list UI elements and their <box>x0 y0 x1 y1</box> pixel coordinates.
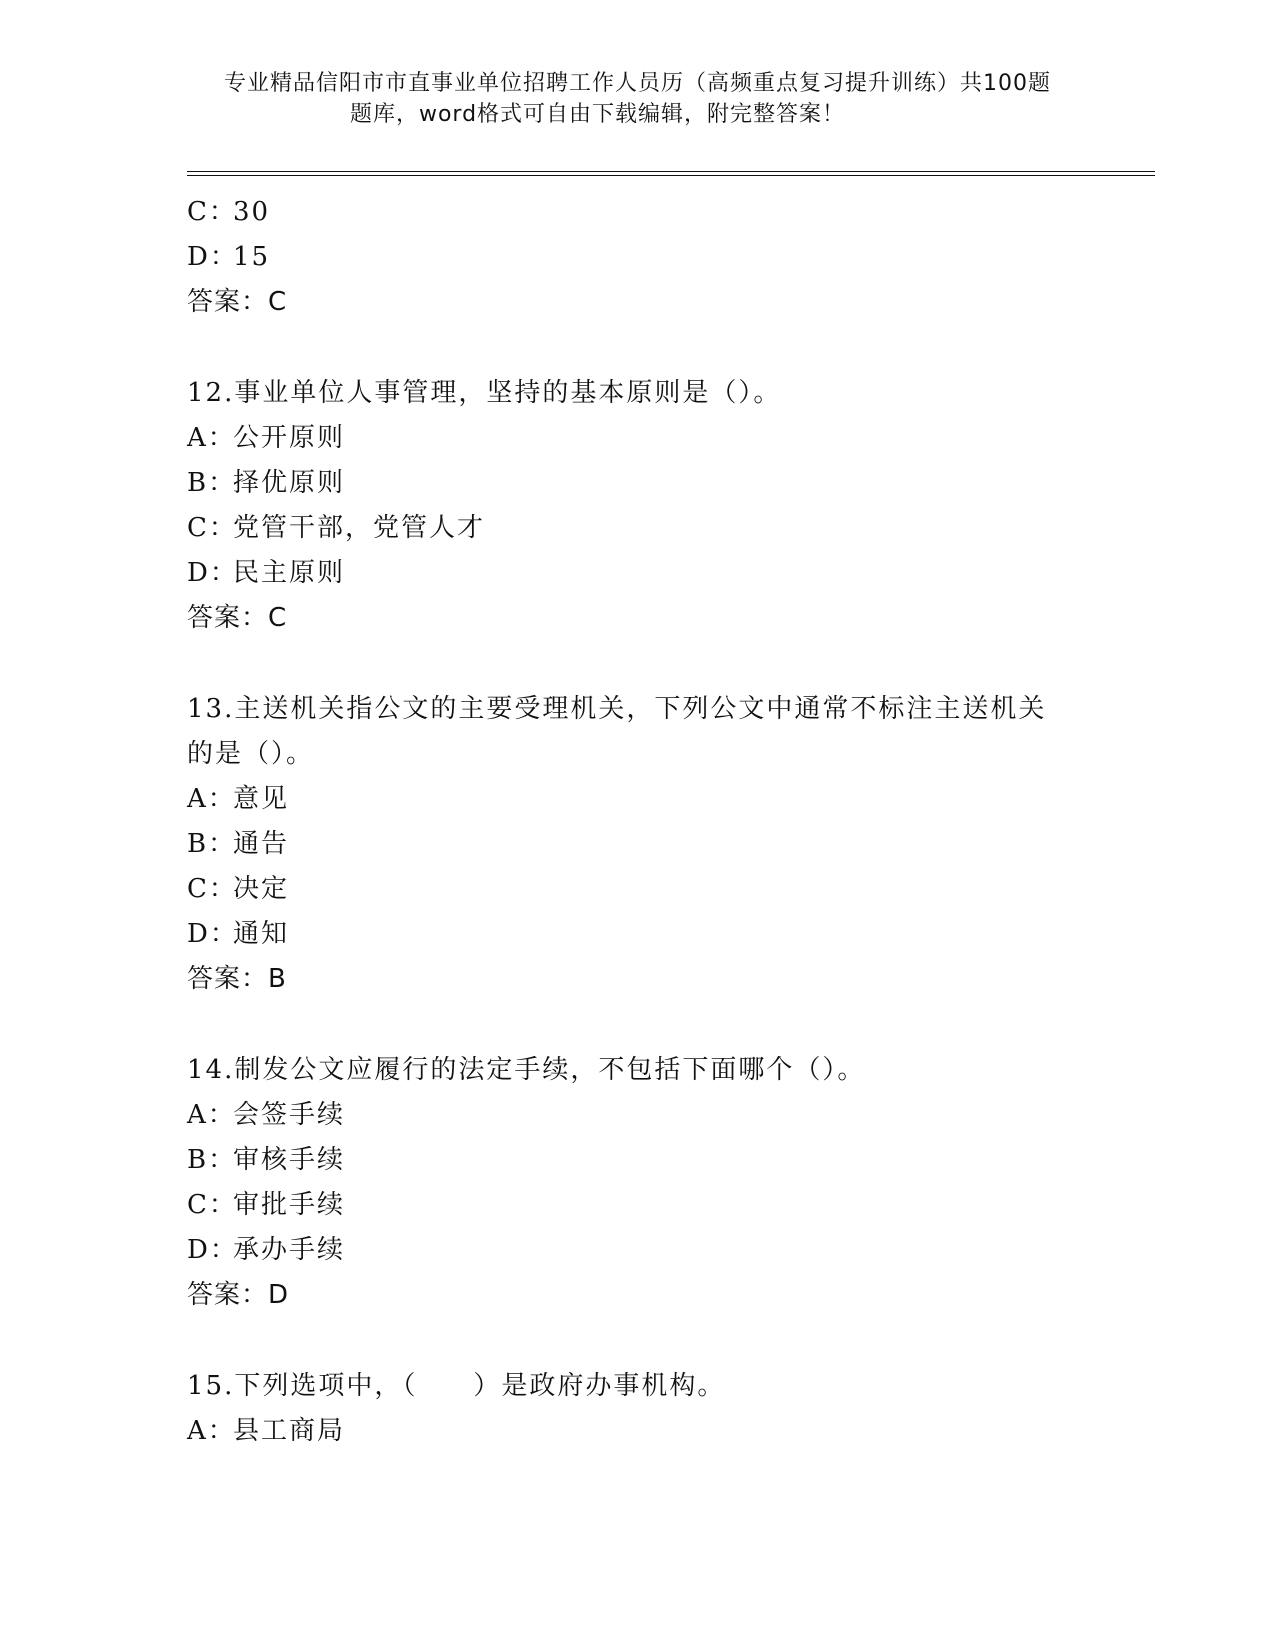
option-d <box>187 235 1087 280</box>
question-stem-continued: 的是（）。 <box>187 739 315 769</box>
option-text: 决定 <box>233 874 290 904</box>
option-key: C： <box>187 874 237 904</box>
option-text: 党管干部，党管人才 <box>233 513 486 543</box>
header-divider-top <box>187 171 1155 172</box>
option-text: 30 <box>233 197 271 227</box>
option-text: 承办手续 <box>233 1235 346 1265</box>
option-key: A： <box>187 1416 236 1446</box>
option-key: C： <box>187 513 237 543</box>
question-14 <box>187 1048 1087 1318</box>
option-d <box>187 912 1087 957</box>
option-key: D： <box>187 242 238 272</box>
question-stem: 14.制发公文应履行的法定手续，不包括下面哪个（）。 <box>187 1055 866 1085</box>
option-a <box>187 1093 1087 1138</box>
option-key: B： <box>187 468 237 498</box>
option-a <box>187 416 1087 461</box>
answer-line: 答案：C <box>187 287 288 317</box>
option-text: 会签手续 <box>233 1100 346 1130</box>
option-key: A： <box>187 1100 236 1130</box>
option-text: 通告 <box>233 829 290 859</box>
option-text: 县工商局 <box>233 1416 346 1446</box>
option-b <box>187 461 1087 506</box>
option-b <box>187 1138 1087 1183</box>
option-d <box>187 551 1087 596</box>
option-b <box>187 822 1087 867</box>
answer-line: 答案：D <box>187 1280 290 1310</box>
option-d <box>187 1228 1087 1273</box>
option-text: 15 <box>233 242 271 272</box>
document-header <box>0 68 1275 130</box>
question-12 <box>187 371 1087 641</box>
option-key: C： <box>187 1190 237 1220</box>
option-a <box>187 1409 1087 1454</box>
answer-line: 答案：B <box>187 964 287 994</box>
option-key: A： <box>187 423 236 453</box>
option-c <box>187 867 1087 912</box>
option-key: B： <box>187 1145 237 1175</box>
question-stem: 13.主送机关指公文的主要受理机关，下列公文中通常不标注主送机关 <box>187 694 1047 724</box>
option-text: 公开原则 <box>233 423 346 453</box>
question-stem: 15.下列选项中，（ ）是政府办事机构。 <box>187 1371 726 1401</box>
header-title-line-1: 专业精品信阳市市直事业单位招聘工作人员历（高频重点复习提升训练）共100题 <box>224 71 1051 96</box>
option-text: 审核手续 <box>233 1145 346 1175</box>
option-a <box>187 777 1087 822</box>
option-c <box>187 506 1087 551</box>
option-text: 意见 <box>233 784 290 814</box>
question-15 <box>187 1364 1087 1454</box>
spacer <box>187 325 1087 371</box>
option-key: D： <box>187 1235 238 1265</box>
option-key: A： <box>187 784 236 814</box>
option-c <box>187 190 1087 235</box>
answer-line: 答案：C <box>187 603 288 633</box>
option-text: 审批手续 <box>233 1190 346 1220</box>
option-key: D： <box>187 558 238 588</box>
spacer <box>187 1318 1087 1364</box>
option-key: D： <box>187 919 238 949</box>
spacer <box>187 1002 1087 1048</box>
option-c <box>187 1183 1087 1228</box>
option-key: B： <box>187 829 237 859</box>
option-key: C： <box>187 197 237 227</box>
question-list <box>187 190 1087 1454</box>
option-text: 通知 <box>233 919 290 949</box>
question-13 <box>187 687 1087 1002</box>
partial-question <box>187 190 1087 325</box>
header-divider-bottom <box>187 175 1155 176</box>
question-stem: 12.事业单位人事管理，坚持的基本原则是（）。 <box>187 378 782 408</box>
option-text: 择优原则 <box>233 468 346 498</box>
header-title-line-2: 题库，word格式可自由下载编辑，附完整答案！ <box>349 102 846 127</box>
option-text: 民主原则 <box>233 558 346 588</box>
spacer <box>187 641 1087 687</box>
